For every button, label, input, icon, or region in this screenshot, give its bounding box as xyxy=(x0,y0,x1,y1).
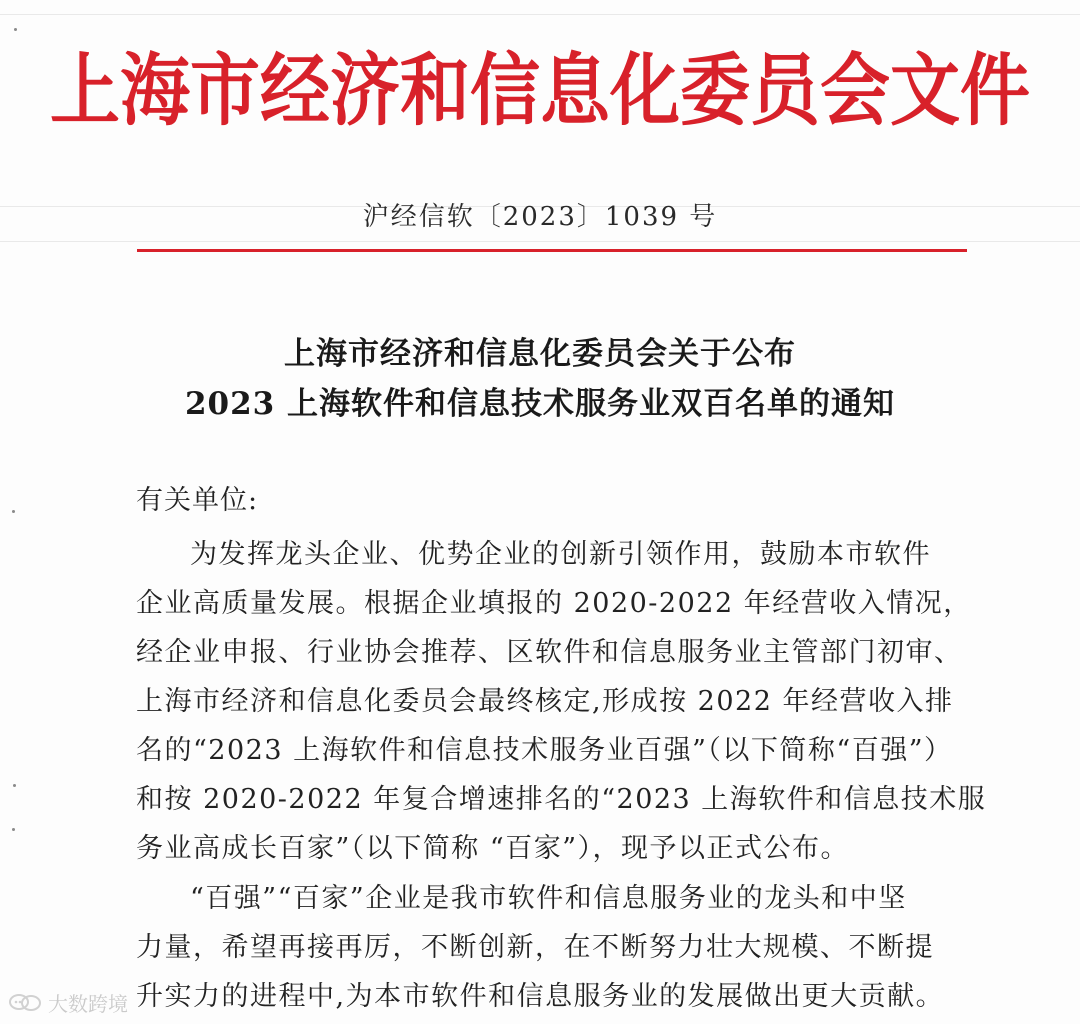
red-divider-rule xyxy=(137,249,967,252)
body-line: 经企业申报、行业协会推荐、区软件和信息服务业主管部门初审、 xyxy=(136,637,963,668)
scan-dust-mark xyxy=(12,828,15,831)
notice-title-line-2: 2023 上海软件和信息技术服务业双百名单的通知 xyxy=(184,386,896,422)
scan-dust-mark xyxy=(14,28,17,31)
body-line: 和按 2020-2022 年复合增速排名的“2023 上海软件和信息技术服 xyxy=(136,784,987,815)
body-line: 上海市经济和信息化委员会最终核定,形成按 2022 年经营收入排 xyxy=(136,686,954,717)
body-line: 力量，希望再接再厉，不断创新，在不断努力壮大规模、不断提 xyxy=(136,932,934,963)
body-line: 名的“2023 上海软件和信息技术服务业百强”（以下简称“百强”） xyxy=(136,735,953,766)
body-line: 务业高成长百家”（以下简称 “百家”），现予以正式公布。 xyxy=(136,833,849,864)
body-line: 企业高质量发展。根据企业填报的 2020-2022 年经营收入情况， xyxy=(136,588,972,619)
scan-artifact-line xyxy=(0,14,1080,15)
chat-bubbles-logo-icon xyxy=(8,992,42,1014)
notice-title-line-1: 上海市经济和信息化委员会关于公布 xyxy=(284,336,796,372)
salutation: 有关单位: xyxy=(136,485,259,516)
scan-artifact-line xyxy=(0,241,1080,242)
watermark-text: 大数跨境 xyxy=(48,992,128,1016)
document-number: 沪经信软〔2023〕1039 号 xyxy=(362,202,718,232)
body-line: “百强”“百家”企业是我市软件和信息服务业的龙头和中坚 xyxy=(190,883,907,914)
issuer-title: 上海市经济和信息化委员会文件 xyxy=(50,43,1030,137)
body-line: 升实力的进程中,为本市软件和信息服务业的发展做出更大贡献。 xyxy=(136,981,945,1012)
body-line: 为发挥龙头企业、优势企业的创新引领作用，鼓励本市软件 xyxy=(190,539,931,570)
scan-dust-mark xyxy=(12,510,15,513)
watermark xyxy=(8,988,128,1017)
scan-dust-mark xyxy=(13,784,16,787)
